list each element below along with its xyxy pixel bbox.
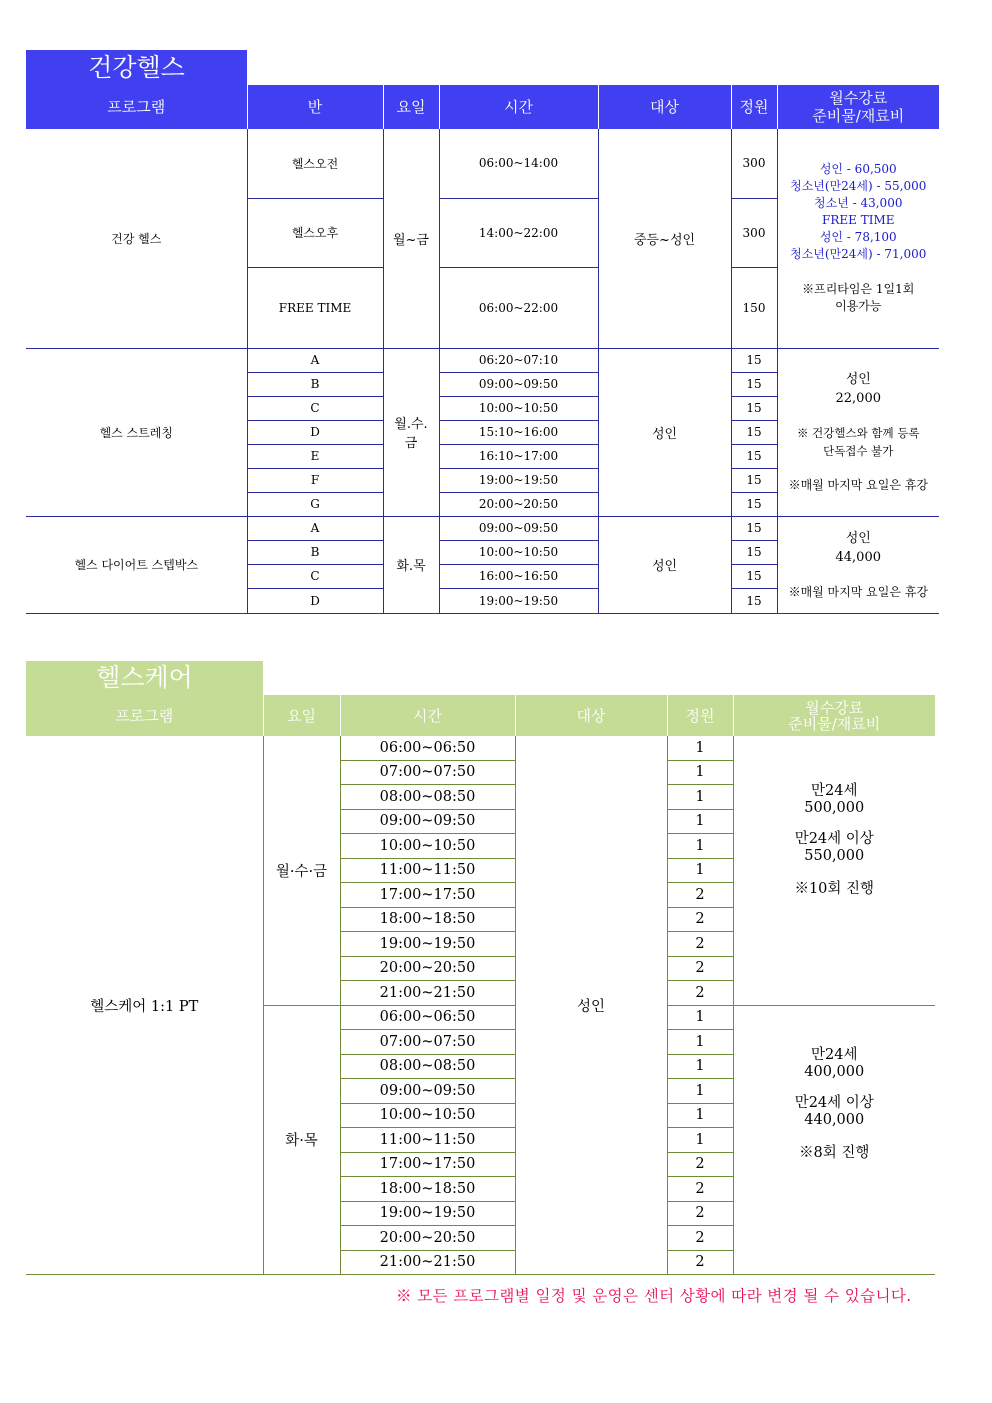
time: 06:00~06:50 [340, 1005, 515, 1030]
header-time: 시간 [340, 695, 515, 736]
capacity: 1 [667, 1005, 733, 1030]
fee-info: 성인 - 60,500 청소년(만24세) - 55,000 청소년 - 43,000 FREE TIME 성인 - 78,100 청소년(만24세) - 71,000 ※프리타임은 1일1회 이용가능 [777, 129, 939, 348]
header-days: 요일 [383, 85, 439, 129]
target: 중등~성인 [598, 129, 731, 348]
time: 20:00~20:50 [340, 1226, 515, 1251]
header-target: 대상 [515, 695, 667, 736]
capacity: 2 [667, 1250, 733, 1275]
program-name: 헬스케어 1:1 PT [26, 736, 263, 1275]
time: 10:00~10:50 [439, 540, 598, 564]
capacity: 15 [731, 372, 777, 396]
time: 18:00~18:50 [340, 1177, 515, 1202]
capacity: 15 [731, 588, 777, 613]
header-program: 프로그램 [26, 695, 263, 736]
time: 20:00~20:50 [439, 492, 598, 516]
capacity: 1 [667, 858, 733, 883]
class-name: G [247, 492, 383, 516]
capacity: 15 [731, 468, 777, 492]
time: 21:00~21:50 [340, 1250, 515, 1275]
capacity: 15 [731, 564, 777, 588]
capacity: 1 [667, 785, 733, 810]
table-row [26, 516, 939, 540]
header-fee: 월수강료 준비물/재료비 [777, 85, 939, 129]
time: 08:00~08:50 [340, 1054, 515, 1079]
class-name: A [247, 348, 383, 372]
capacity: 15 [731, 540, 777, 564]
time: 09:00~09:50 [439, 372, 598, 396]
capacity: 1 [667, 1030, 733, 1055]
table-header-row [26, 695, 935, 736]
capacity: 1 [667, 736, 733, 760]
table-row [26, 736, 935, 760]
target: 성인 [598, 516, 731, 613]
class-name: 헬스오전 [247, 129, 383, 198]
capacity: 2 [667, 956, 733, 981]
class-name: E [247, 444, 383, 468]
time: 20:00~20:50 [340, 956, 515, 981]
time: 06:00~14:00 [439, 129, 598, 198]
fee-line: 440,000 [804, 1112, 865, 1129]
time: 21:00~21:50 [340, 981, 515, 1006]
class-name: FREE TIME [247, 267, 383, 348]
capacity: 15 [731, 516, 777, 540]
time: 10:00~10:50 [340, 1103, 515, 1128]
fee-info: 성인 44,000 ※매월 마지막 요일은 휴강 [777, 516, 939, 613]
capacity: 1 [667, 1103, 733, 1128]
time: 06:00~22:00 [439, 267, 598, 348]
program-name: 헬스 다이어트 스텝박스 [26, 516, 247, 613]
capacity: 2 [667, 1152, 733, 1177]
fee-line: ※8회 진행 [799, 1145, 870, 1162]
capacity: 300 [731, 198, 777, 267]
time: 10:00~10:50 [340, 834, 515, 859]
fee-info [733, 1005, 935, 1275]
capacity: 2 [667, 1177, 733, 1202]
days: 화·목 [263, 1005, 340, 1275]
days: 월·수·금 [263, 736, 340, 1005]
class-name: A [247, 516, 383, 540]
time: 10:00~10:50 [439, 396, 598, 420]
class-name: C [247, 564, 383, 588]
capacity: 15 [731, 396, 777, 420]
fee-line: 550,000 [804, 847, 865, 864]
fee-line: 만24세 [811, 782, 858, 799]
days: 월.수.금 [383, 348, 439, 516]
time: 19:00~19:50 [439, 588, 598, 613]
fee-info [733, 736, 935, 1005]
header-time: 시간 [439, 85, 598, 129]
capacity: 300 [731, 129, 777, 198]
capacity: 2 [667, 1226, 733, 1251]
capacity: 1 [667, 809, 733, 834]
section-title-healthcare: 헬스케어 [26, 661, 263, 695]
time: 09:00~09:50 [340, 809, 515, 834]
header-class: 반 [247, 85, 383, 129]
time: 18:00~18:50 [340, 907, 515, 932]
section-title-health: 건강헬스 [26, 50, 247, 85]
time: 19:00~19:50 [340, 1201, 515, 1226]
time: 06:20~07:10 [439, 348, 598, 372]
target: 성인 [515, 736, 667, 1275]
fee-line: 만24세 이상 [794, 830, 874, 847]
time: 14:00~22:00 [439, 198, 598, 267]
capacity: 1 [667, 1054, 733, 1079]
header-days: 요일 [263, 695, 340, 736]
capacity: 15 [731, 492, 777, 516]
class-name: B [247, 540, 383, 564]
capacity: 2 [667, 883, 733, 908]
fee-line: 500,000 [804, 799, 865, 816]
health-schedule-table [26, 85, 939, 614]
capacity: 2 [667, 981, 733, 1006]
days: 화.목 [383, 516, 439, 613]
header-program: 프로그램 [26, 85, 247, 129]
capacity: 2 [667, 907, 733, 932]
capacity: 2 [667, 932, 733, 957]
table-row [26, 129, 939, 198]
time: 15:10~16:00 [439, 420, 598, 444]
capacity: 1 [667, 1079, 733, 1104]
time: 09:00~09:50 [439, 516, 598, 540]
capacity: 1 [667, 760, 733, 785]
time: 17:00~17:50 [340, 883, 515, 908]
fee-line: 만24세 [811, 1047, 858, 1064]
time: 07:00~07:50 [340, 1030, 515, 1055]
class-name: B [247, 372, 383, 396]
time: 09:00~09:50 [340, 1079, 515, 1104]
time: 07:00~07:50 [340, 760, 515, 785]
time: 19:00~19:50 [439, 468, 598, 492]
program-name: 건강 헬스 [26, 129, 247, 348]
program-name: 헬스 스트레칭 [26, 348, 247, 516]
time: 11:00~11:50 [340, 1128, 515, 1153]
header-capacity: 정원 [731, 85, 777, 129]
class-name: F [247, 468, 383, 492]
time: 17:00~17:50 [340, 1152, 515, 1177]
class-name: D [247, 420, 383, 444]
time: 06:00~06:50 [340, 736, 515, 760]
class-name: 헬스오후 [247, 198, 383, 267]
capacity: 15 [731, 348, 777, 372]
capacity: 15 [731, 420, 777, 444]
capacity: 2 [667, 1201, 733, 1226]
class-name: D [247, 588, 383, 613]
header-capacity: 정원 [667, 695, 733, 736]
time: 16:10~17:00 [439, 444, 598, 468]
capacity: 150 [731, 267, 777, 348]
fee-line: ※10회 진행 [794, 880, 875, 897]
header-fee: 월수강료 준비물/재료비 [733, 695, 935, 736]
healthcare-schedule-table [26, 695, 935, 1275]
fee-line: 만24세 이상 [794, 1095, 874, 1112]
class-name: C [247, 396, 383, 420]
time: 19:00~19:50 [340, 932, 515, 957]
table-header-row [26, 85, 939, 129]
notice-text: ※ 모든 프로그램별 일정 및 운영은 센터 상황에 따라 변경 될 수 있습니다. [396, 1287, 912, 1305]
time: 11:00~11:50 [340, 858, 515, 883]
header-target: 대상 [598, 85, 731, 129]
fee-info: 성인 22,000 ※ 건강헬스와 함께 등록 단독접수 불가 ※매월 마지막 요일은 휴강 [777, 348, 939, 516]
table-row [26, 348, 939, 372]
time: 08:00~08:50 [340, 785, 515, 810]
target: 성인 [598, 348, 731, 516]
capacity: 1 [667, 1128, 733, 1153]
time: 16:00~16:50 [439, 564, 598, 588]
capacity: 1 [667, 834, 733, 859]
days: 월~금 [383, 129, 439, 348]
capacity: 15 [731, 444, 777, 468]
fee-line: 400,000 [804, 1064, 865, 1081]
